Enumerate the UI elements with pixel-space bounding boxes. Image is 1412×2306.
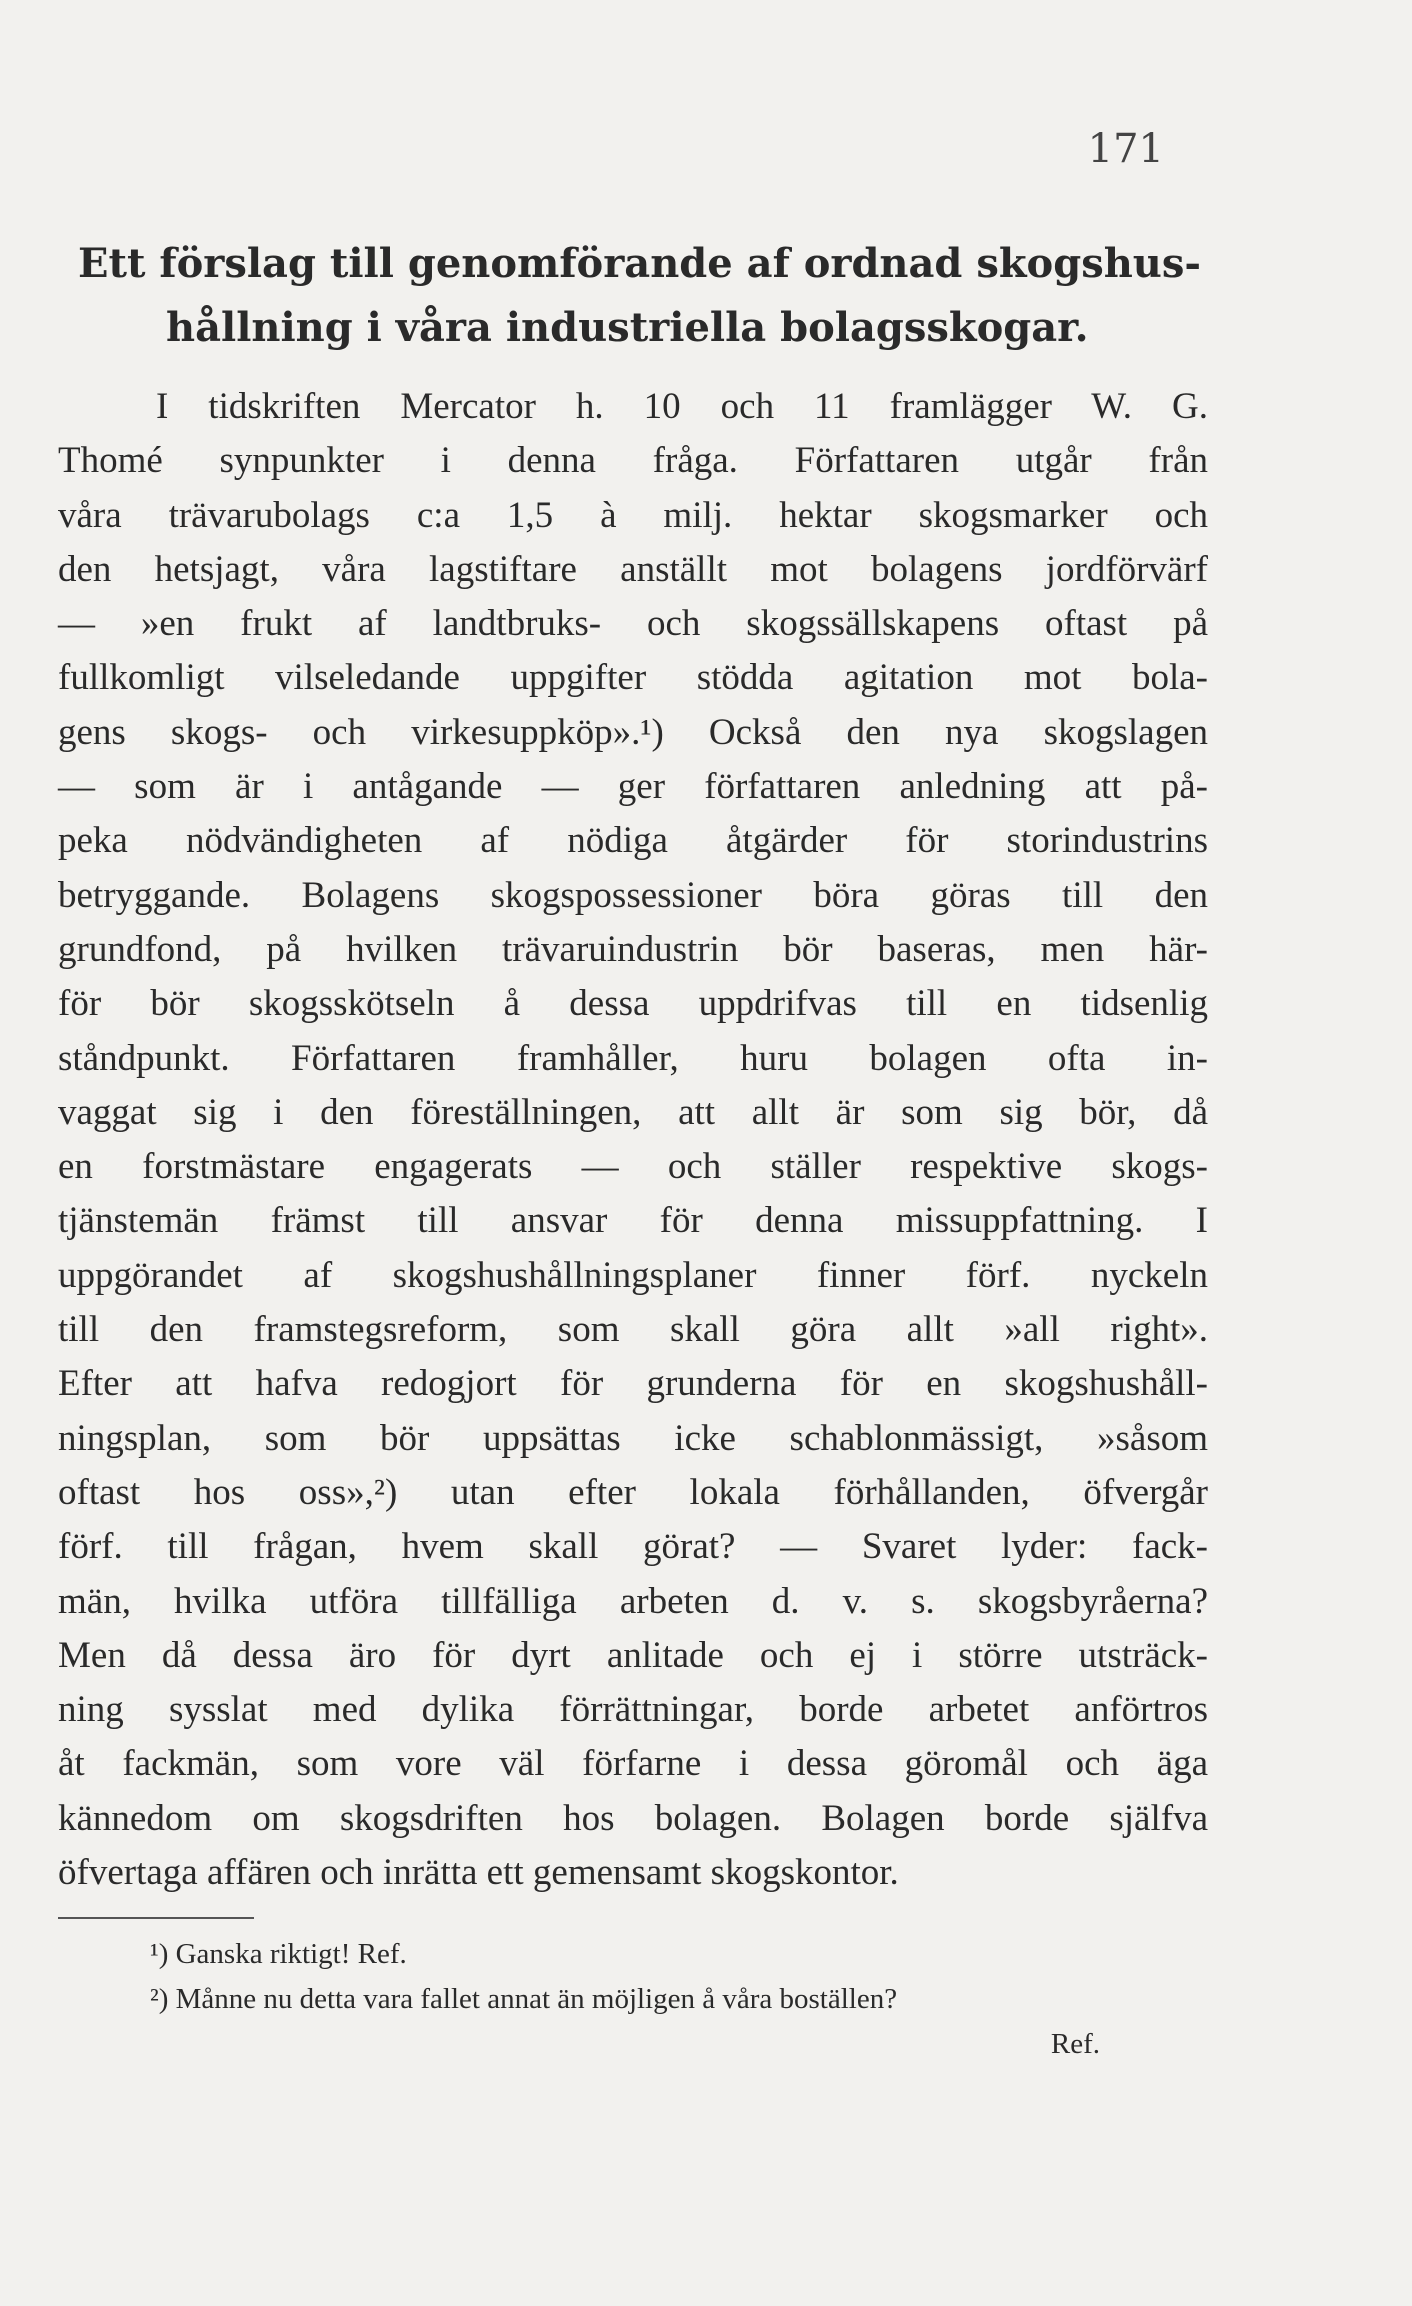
body-line: Men då dessa äro för dyrt anlitade och ej i större utsträck- <box>58 1634 1208 1676</box>
body-line: tjänstemän främst till ansvar för denna missuppfattning. I <box>58 1200 1208 1242</box>
body-line: män, hvilka utföra tillfälliga arbeten d. v. s. skogsbyråerna? <box>58 1580 1208 1622</box>
body-line: till den framstegsreform, som skall göra allt »all right». <box>58 1309 1208 1351</box>
footnotes <box>150 1932 1210 2067</box>
body-line: uppgörandet af skogshushållningsplaner finner förf. nyckeln <box>58 1254 1208 1296</box>
article-title <box>78 232 1208 360</box>
body-line: den hetsjagt, våra lagstiftare anställt mot bolagens jordförvärf <box>58 548 1208 590</box>
body-line: gens skogs- och virkesuppköp».¹) Också den nya skogslagen <box>58 711 1208 753</box>
body-line: ståndpunkt. Författaren framhåller, huru bolagen ofta in- <box>58 1037 1208 1079</box>
article-body <box>58 380 1208 1900</box>
footnote-divider <box>58 1917 254 1919</box>
body-line: oftast hos oss»,²) utan efter lokala förhållanden, öfvergår <box>58 1471 1208 1513</box>
footnote-2: ²) Månne nu detta vara fallet annat än möjligen å våra boställen? <box>150 1983 898 2015</box>
body-line: ningsplan, som bör uppsättas icke schablonmässigt, »såsom <box>58 1417 1208 1459</box>
body-line: peka nödvändigheten af nödiga åtgärder för storindustrins <box>58 820 1208 862</box>
body-line: öfvertaga affären och inrätta ett gemensamt skogskontor. <box>58 1852 899 1894</box>
article-title-line-1: Ett förslag till genomförande af ordnad skogshus- <box>78 240 1202 287</box>
body-line: kännedom om skogsdriften hos bolagen. Bolagen borde själfva <box>58 1797 1208 1839</box>
body-line: Thomé synpunkter i denna fråga. Författaren utgår från <box>58 440 1208 482</box>
body-line: — »en frukt af landtbruks- och skogssällskapens oftast på <box>58 603 1208 645</box>
body-line: grundfond, på hvilken trävaruindustrin bör baseras, men här- <box>58 928 1208 970</box>
body-line: en forstmästare engagerats — och ställer respektive skogs- <box>58 1146 1208 1188</box>
body-line: ning sysslat med dylika förrättningar, borde arbetet anförtros <box>58 1689 1208 1731</box>
body-line: betryggande. Bolagens skogspossessioner böra göras till den <box>58 874 1208 916</box>
body-line: — som är i antågande — ger författaren anledning att på- <box>58 766 1208 808</box>
body-line: fullkomligt vilseledande uppgifter stödda agitation mot bola- <box>58 657 1208 699</box>
body-line: förf. till frågan, hvem skall görat? — Svaret lyder: fack- <box>58 1526 1208 1568</box>
body-line: vaggat sig i den föreställningen, att allt är som sig bör, då <box>58 1091 1208 1133</box>
body-line: för bör skogsskötseln å dessa uppdrifvas till en tidsenlig <box>58 983 1208 1025</box>
body-line: Efter att hafva redogjort för grunderna för en skogshushåll- <box>58 1363 1208 1405</box>
footnote-2-ref: Ref. <box>1050 2028 1100 2060</box>
body-line: åt fackmän, som vore väl förfarne i dessa göromål och äga <box>58 1743 1208 1785</box>
body-line: våra trävarubolags c:a 1,5 à milj. hektar skogsmarker och <box>58 494 1208 536</box>
article-title-line-2: hållning i våra industriella bolagsskogar. <box>166 304 1089 351</box>
body-line: I tidskriften Mercator h. 10 och 11 framlägger W. G. <box>156 386 1208 427</box>
page-number: 171 <box>1087 126 1164 172</box>
footnote-1: ¹) Ganska riktigt! Ref. <box>150 1938 407 1970</box>
